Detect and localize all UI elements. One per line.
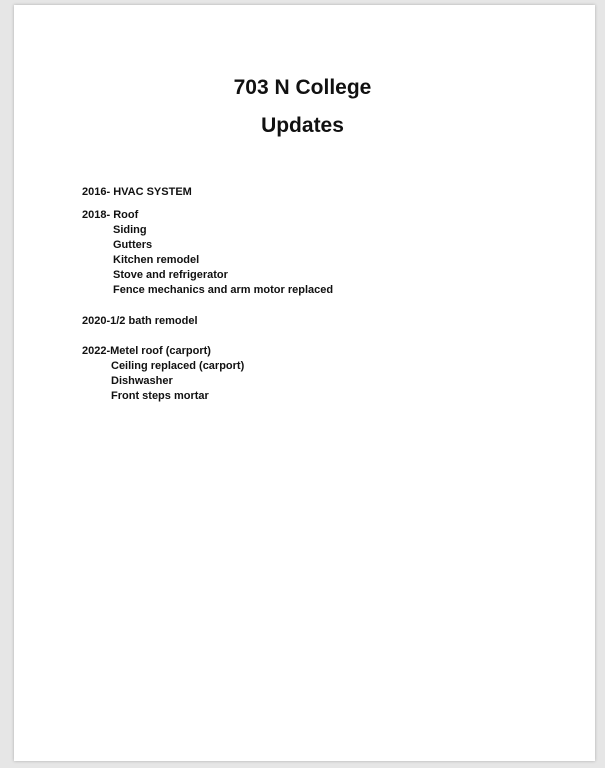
update-entry-2016-hvac: 2016- HVAC SYSTEM [82, 186, 192, 198]
update-subitem-fence-mechanics: Fence mechanics and arm motor replaced [113, 284, 334, 296]
update-subitem-gutters: Gutters [113, 239, 153, 251]
update-entry-2018-roof: 2018- Roof [82, 209, 139, 221]
update-subitem-stove-refrigerator: Stove and refrigerator [113, 269, 228, 281]
update-entry-2020-bath: 2020-1/2 bath remodel [82, 315, 198, 327]
update-subitem-kitchen-remodel: Kitchen remodel [113, 254, 200, 266]
update-subitem-dishwasher: Dishwasher [111, 375, 173, 387]
update-subitem-ceiling: Ceiling replaced (carport) [111, 360, 245, 372]
document-title: 703 N College [233, 76, 372, 99]
update-subitem-front-steps: Front steps mortar [111, 390, 209, 402]
document-subtitle: Updates [261, 114, 344, 137]
update-entry-2022-metal-roof: 2022-Metel roof (carport) [82, 345, 211, 357]
update-subitem-siding: Siding [113, 224, 147, 236]
